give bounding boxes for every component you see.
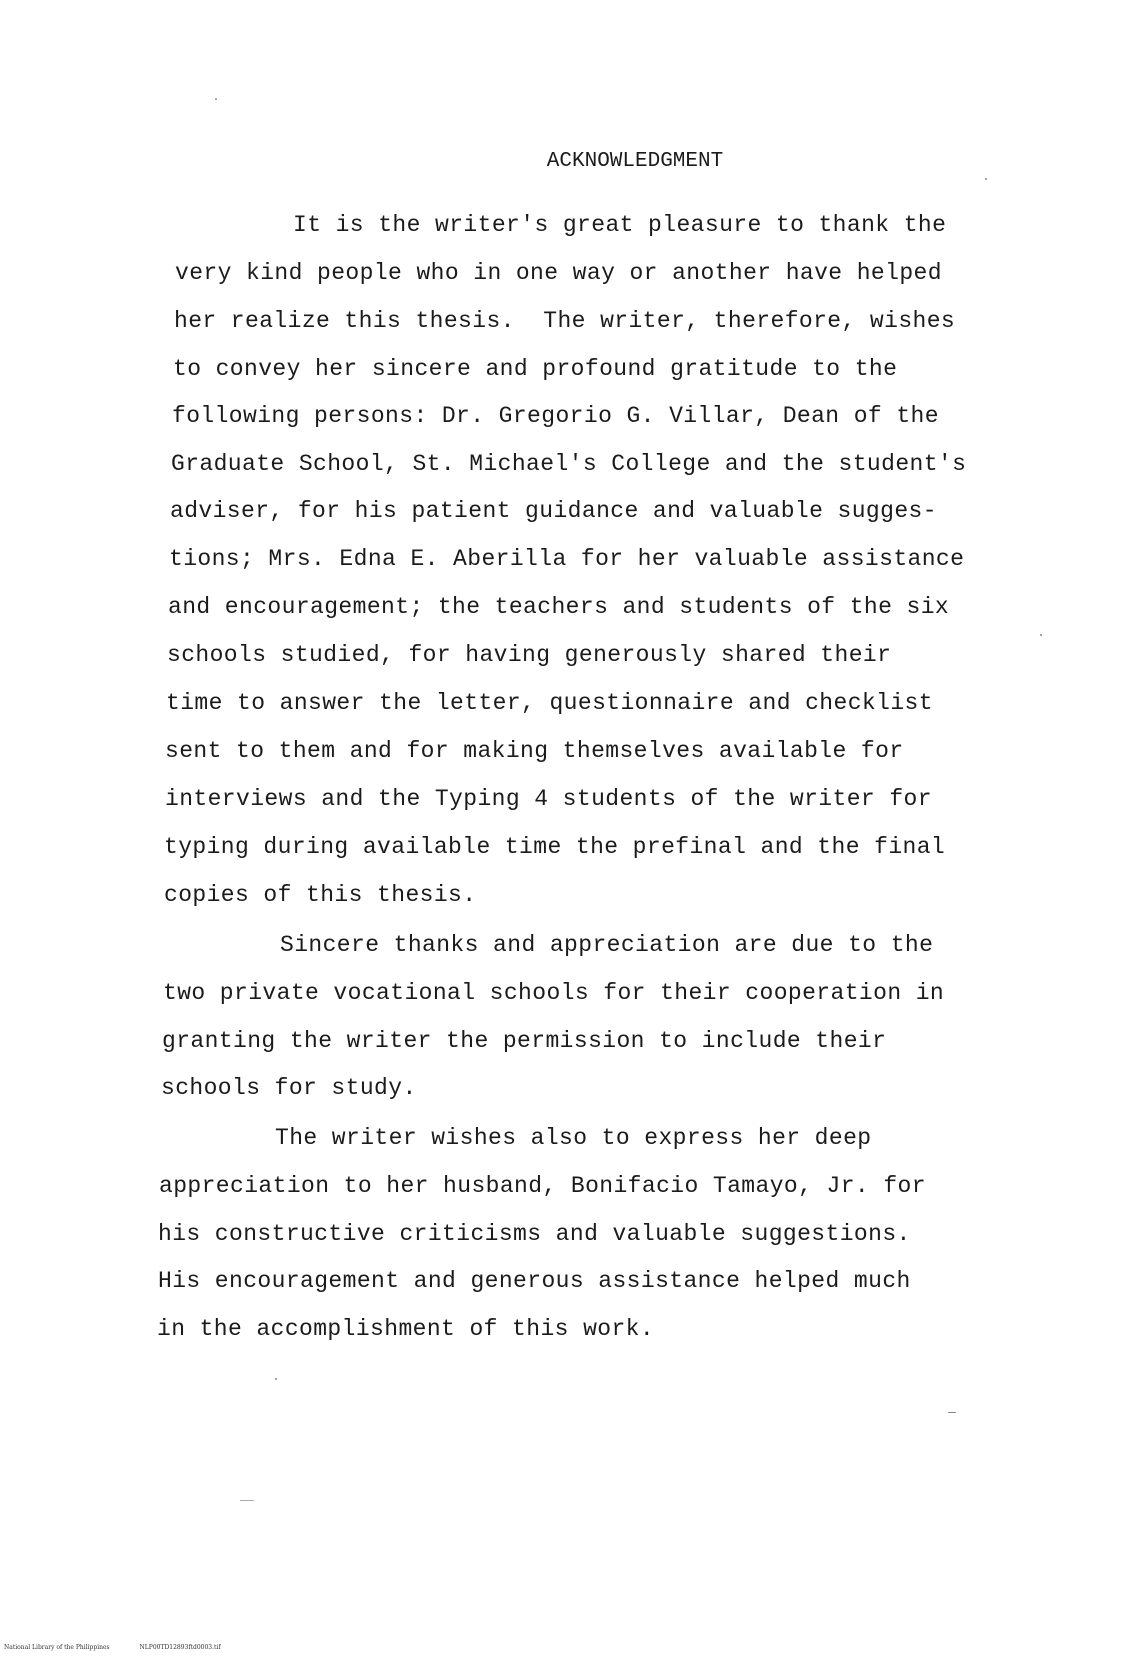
paragraph-3-line-4: His encouragement and generous assistance helped much	[158, 1268, 911, 1294]
paragraph-1-line-3: her realize this thesis. The writer, therefore, wishes	[174, 308, 956, 334]
footer-filename: NLP00TD12893ftd0003.tif	[139, 1644, 221, 1651]
paragraph-1-line-8: tions; Mrs. Edna E. Aberilla for her valuable assistance	[169, 546, 965, 572]
paragraph-1-line-6: Graduate School, St. Michael's College and the student's	[171, 451, 967, 477]
scan-speck	[240, 1500, 254, 1501]
paragraph-1-line-2: very kind people who in one way or another have helped	[175, 260, 942, 286]
scan-speck	[1040, 634, 1042, 636]
paragraph-1-line-10: schools studied, for having generously shared their	[167, 642, 892, 668]
scan-speck	[215, 98, 217, 100]
paragraph-2-line-3: granting the writer the permission to include their	[162, 1028, 887, 1054]
paragraph-1-line-5: following persons: Dr. Gregorio G. Villar, Dean of the	[172, 403, 939, 429]
page-title: ACKNOWLEDGMENT	[546, 150, 724, 173]
paragraph-1-line-11: time to answer the letter, questionnaire and checklist	[166, 690, 933, 716]
paragraph-1-line-4: to convey her sincere and profound gratitude to the	[173, 356, 898, 382]
scan-footer	[4, 1644, 249, 1651]
scan-speck	[985, 178, 987, 180]
paragraph-2-line-4: schools for study.	[161, 1075, 417, 1101]
paragraph-3-line-2: appreciation to her husband, Bonifacio Tamayo, Jr. for	[159, 1173, 926, 1199]
paragraph-1-line-1: It is the writer's great pleasure to thank the	[293, 212, 947, 238]
paragraph-1-line-12: sent to them and for making themselves available for	[165, 738, 904, 764]
paragraph-1-line-13: interviews and the Typing 4 students of the writer for	[165, 786, 932, 812]
paragraph-1-line-15: copies of this thesis.	[164, 882, 477, 908]
paragraph-2-line-2: two private vocational schools for their cooperation in	[163, 980, 945, 1006]
paragraph-1-line-9: and encouragement; the teachers and students of the six	[168, 594, 950, 620]
paragraph-3-line-5: in the accomplishment of this work.	[157, 1316, 655, 1342]
scan-speck	[948, 1412, 956, 1413]
paragraph-3-line-3: his constructive criticisms and valuable suggestions.	[158, 1221, 911, 1247]
scan-speck	[275, 1378, 277, 1380]
paragraph-1-line-14: typing during available time the prefinal and the final	[164, 834, 946, 860]
paragraph-2-line-1: Sincere thanks and appreciation are due to the	[280, 932, 934, 958]
paragraph-1-line-7: adviser, for his patient guidance and valuable sugges-	[170, 498, 937, 524]
footer-library: National Library of the Philippines	[4, 1644, 110, 1651]
paragraph-3-line-1: The writer wishes also to express her deep	[275, 1125, 872, 1151]
